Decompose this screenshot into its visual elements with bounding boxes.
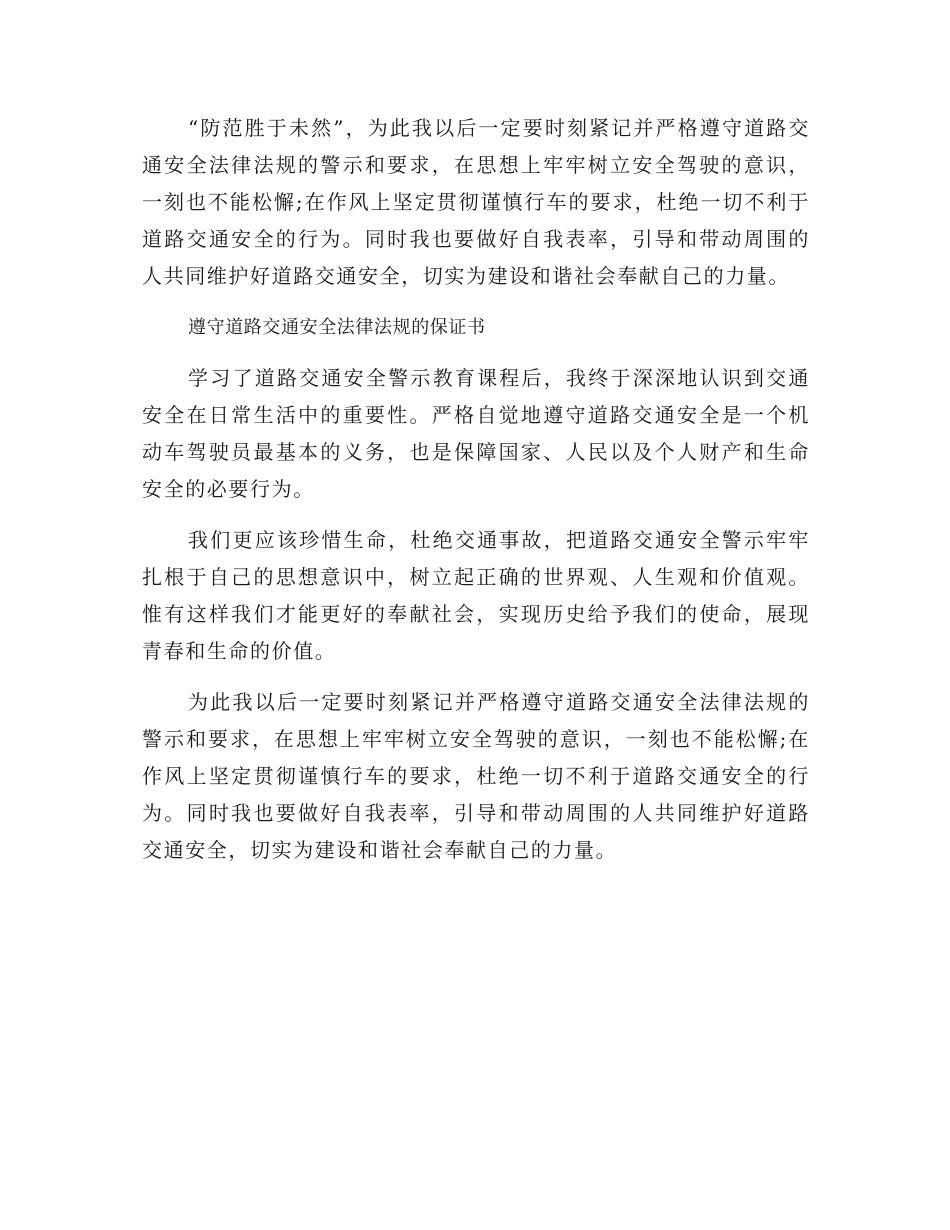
section-heading: 遵守道路交通安全法律法规的保证书 xyxy=(188,317,486,338)
paragraph-cherish-life: 我们更应该珍惜生命，杜绝交通事故，把道路交通安全警示牢牢扎根于自己的思想意识中，树立起正确的世界观、人生观和价值观。惟有这样我们才能更好的奉献社会，实现历史给予我们的使命，展现青春和生命的价值。 xyxy=(142,528,810,663)
document-page xyxy=(142,110,810,869)
paragraph-learning: 学习了道路交通安全警示教育课程后，我终于深深地认识到交通安全在日常生活中的重要性。严格自觉地遵守道路交通安全是一个机动车驾驶员最基本的义务，也是保障国家、人民以及个人财产和生命安全的必要行为。 xyxy=(142,366,810,501)
paragraph-intro: “防范胜于未然”，为此我以后一定要时刻紧记并严格遵守道路交通安全法律法规的警示和要求，在思想上牢牢树立安全驾驶的意识，一刻也不能松懈;在作风上坚定贯彻谨慎行车的要求，杜绝一切不利于道路交通安全的行为。同时我也要做好自我表率，引导和带动周围的人共同维护好道路交通安全，切实为建设和谐社会奉献自己的力量。 xyxy=(142,116,810,288)
paragraph-commitment: 为此我以后一定要时刻紧记并严格遵守道路交通安全法律法规的警示和要求，在思想上牢牢树立安全驾驶的意识，一刻也不能松懈;在作风上坚定贯彻谨慎行车的要求，杜绝一切不利于道路交通安全的行为。同时我也要做好自我表率，引导和带动周围的人共同维护好道路交通安全，切实为建设和谐社会奉献自己的力量。 xyxy=(142,690,810,862)
